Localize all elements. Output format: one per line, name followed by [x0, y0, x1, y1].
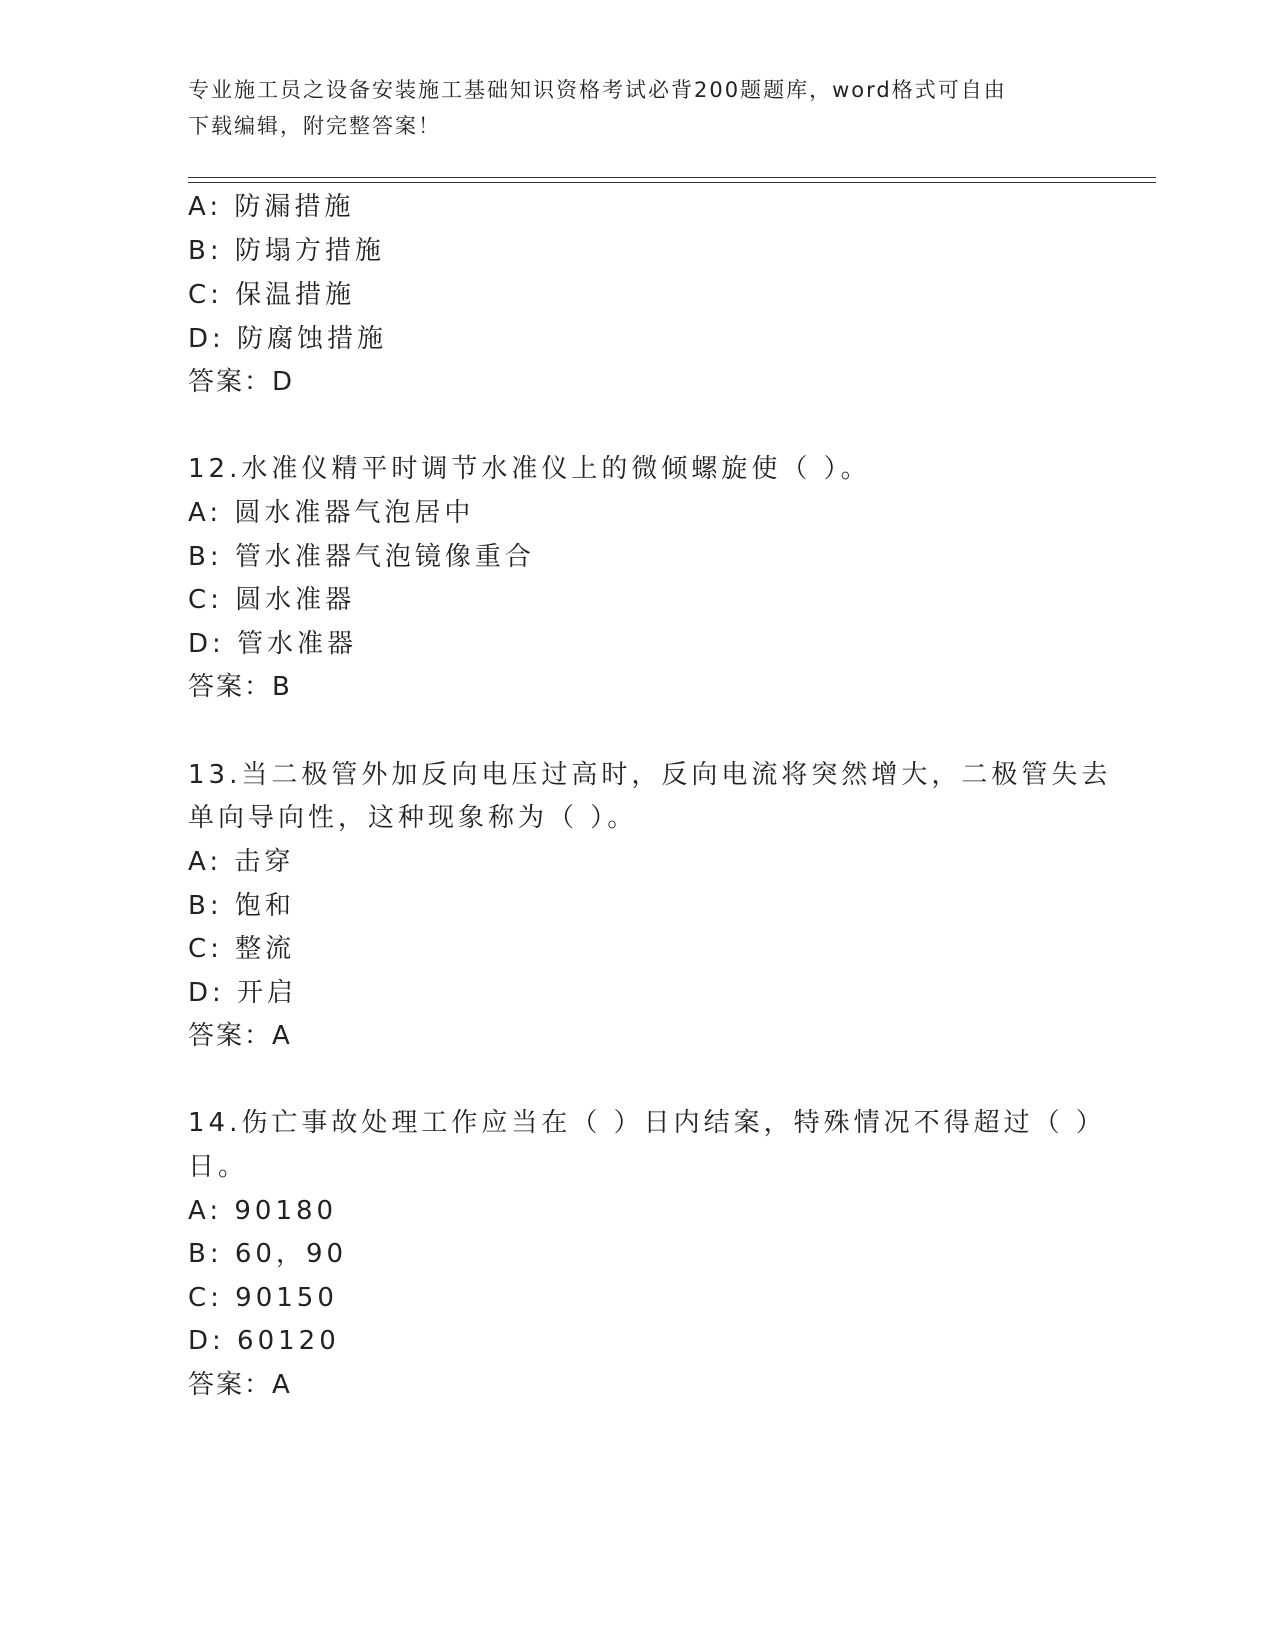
q13-option-b: B: 饱和: [188, 891, 295, 921]
q13-question-line-1: 13.当二极管外加反向电压过高时，反向电流将突然增大，二极管失去: [188, 760, 1112, 790]
document-header: [188, 72, 1088, 144]
q14-question-line-1: 14.伤亡事故处理工作应当在（ ）日内结案，特殊情况不得超过（ ）: [188, 1108, 1106, 1138]
q12-question: 12.水准仪精平时调节水准仪上的微倾螺旋使（ ）。: [188, 454, 871, 484]
header-line-1: 专业施工员之设备安装施工基础知识资格考试必背200题题库，word格式可自由: [188, 78, 1007, 102]
q13-option-d: D: 开启: [188, 978, 298, 1008]
q11-option-d: D: 防腐蚀措施: [188, 324, 388, 354]
q11-option-a: A: 防漏措施: [188, 192, 355, 222]
q14-option-b: B: 60，90: [188, 1239, 348, 1269]
q14-answer: 答案：A: [188, 1370, 292, 1400]
q11-option-c: C: 保温措施: [188, 280, 356, 310]
q12-option-b: B: 管水准器气泡镜像重合: [188, 542, 535, 572]
q14-option-d: D: 60120: [188, 1326, 340, 1356]
header-divider-bottom: [188, 182, 1156, 183]
header-line-2: 下载编辑，附完整答案！: [188, 114, 441, 138]
q11-answer: 答案：D: [188, 367, 295, 397]
q13-option-a: A: 击穿: [188, 847, 295, 877]
q14-question-line-2: 日。: [188, 1152, 249, 1182]
q12-option-c: C: 圆水准器: [188, 585, 356, 615]
q13-question-line-2: 单向导向性，这种现象称为（ ）。: [188, 803, 638, 833]
q12-answer: 答案：B: [188, 672, 292, 702]
q14-option-a: A: 90180: [188, 1196, 338, 1226]
q12-option-d: D: 管水准器: [188, 629, 358, 659]
q14-option-c: C: 90150: [188, 1283, 338, 1313]
q13-option-c: C: 整流: [188, 934, 296, 964]
q12-option-a: A: 圆水准器气泡居中: [188, 498, 475, 528]
q13-answer: 答案：A: [188, 1021, 292, 1051]
q11-option-b: B: 防塌方措施: [188, 236, 385, 266]
header-divider-top: [188, 177, 1156, 178]
